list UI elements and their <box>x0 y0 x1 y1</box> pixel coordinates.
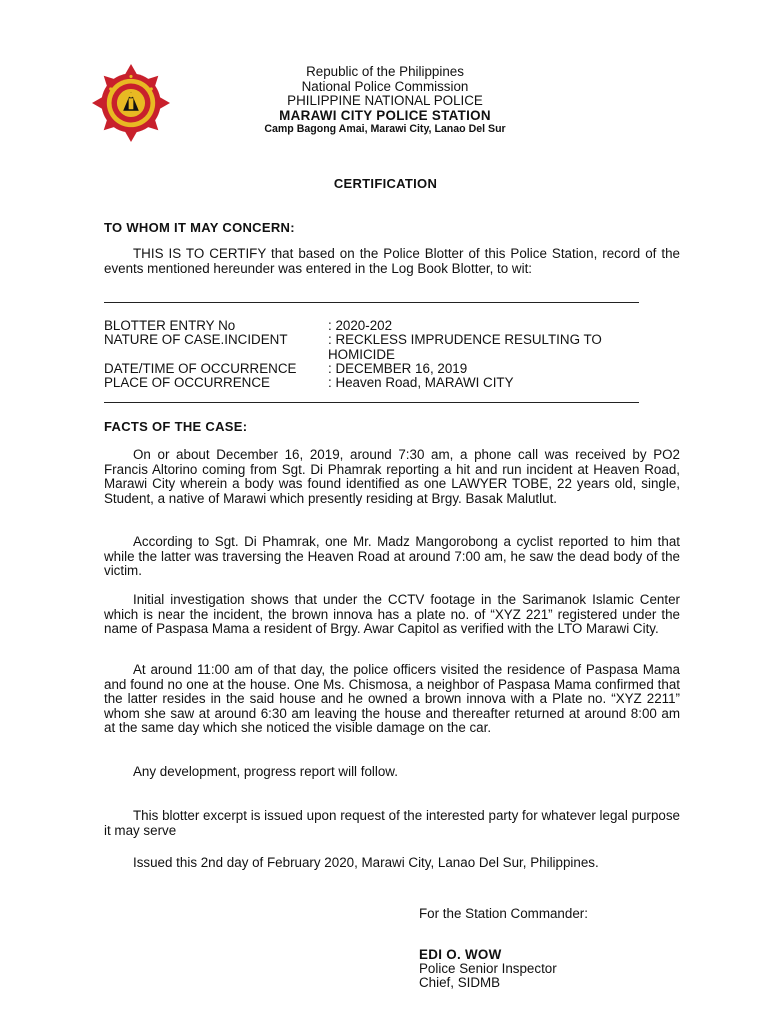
paragraph-text: At around 11:00 am of that day, the police officers visited the residence of Paspasa Mama and found no one at the house. One Ms. Chismosa, a neighbor of Paspasa Mama confirmed that the latter resides in the said house and he owned a brown innova with a Plate no. “XYZ 2211” whom she saw at around 6:30 am leaving the house and thereafter returned at around 8:00 am at the same day which she noticed the visible damage on the car. <box>104 662 680 736</box>
facts-paragraph <box>104 535 680 579</box>
paragraph-text: Initial investigation shows that under the CCTV footage in the Sarimanok Islamic Center which is near the incident, the brown innova has a plate no. of “XYZ 221” registered under the name of Paspasa Mama a resident of Brgy. Awar Capitol as verified with the LTO Marawi City. <box>104 592 680 637</box>
facts-paragraph <box>104 593 680 637</box>
detail-value: : RECKLESS IMPRUDENCE RESULTING TO HOMICIDE <box>328 332 602 362</box>
detail-label: BLOTTER ENTRY No <box>104 318 236 333</box>
signatory-rank: Police Senior Inspector <box>419 961 557 976</box>
issued-paragraph <box>104 856 680 871</box>
signatory-position: Chief, SIDMB <box>419 975 501 990</box>
intro-text: THIS IS TO CERTIFY that based on the Police Blotter of this Police Station, record of the events mentioned hereunder was entered in the Log Book Blotter, to wit: <box>104 246 680 276</box>
facts-paragraph <box>104 765 680 780</box>
facts-heading: FACTS OF THE CASE: <box>104 419 248 434</box>
detail-label: NATURE OF CASE.INCIDENT <box>104 332 288 347</box>
paragraph-text: On or about December 16, 2019, around 7:30 am, a phone call was received by PO2 Francis Altorino coming from Sgt. Di Phamrak reporting a hit and run incident at Heaven Road, Marawi City wherein a body was found identified as one LAWYER TOBE, 22 years old, single, Student, a native of Marawi which presently residing at Brgy. Basak Malutlut. <box>104 447 680 506</box>
header-pnp: PHILIPPINE NATIONAL POLICE <box>287 93 483 108</box>
detail-value: : 2020-202 <box>328 318 393 333</box>
intro-paragraph <box>104 247 680 276</box>
header-napolcom: National Police Commission <box>301 79 469 94</box>
detail-label: DATE/TIME OF OCCURRENCE <box>104 361 297 376</box>
header-station: MARAWI CITY POLICE STATION <box>279 108 491 123</box>
pnp-seal-logo <box>92 64 170 142</box>
salutation: TO WHOM IT MAY CONCERN: <box>104 220 295 235</box>
facts-paragraph <box>104 448 680 506</box>
signatory-name: EDI O. WOW <box>419 947 502 962</box>
paragraph-text: Any development, progress report will follow. <box>133 764 398 779</box>
paragraph-text: According to Sgt. Di Phamrak, one Mr. Madz Mangorobong a cyclist reported to him that while the latter was traversing the Heaven Road at around 7:00 am, he saw the dead body of the victim. <box>104 534 680 579</box>
facts-paragraph <box>104 663 680 736</box>
divider-bottom <box>104 402 639 403</box>
detail-label: PLACE OF OCCURRENCE <box>104 375 270 390</box>
paragraph-text: Issued this 2nd day of February 2020, Marawi City, Lanao Del Sur, Philippines. <box>133 855 599 870</box>
divider-top <box>104 302 639 303</box>
signature-for-line: For the Station Commander: <box>419 906 588 921</box>
purpose-paragraph <box>104 809 680 838</box>
document-title: CERTIFICATION <box>333 176 438 191</box>
header-republic: Republic of the Philippines <box>306 64 464 79</box>
detail-value: : DECEMBER 16, 2019 <box>328 361 468 376</box>
detail-value: : Heaven Road, MARAWI CITY <box>328 375 514 390</box>
header-address: Camp Bagong Amai, Marawi City, Lanao Del Sur <box>264 123 506 135</box>
paragraph-text: This blotter excerpt is issued upon request of the interested party for whatever legal purpose it may serve <box>104 808 680 838</box>
